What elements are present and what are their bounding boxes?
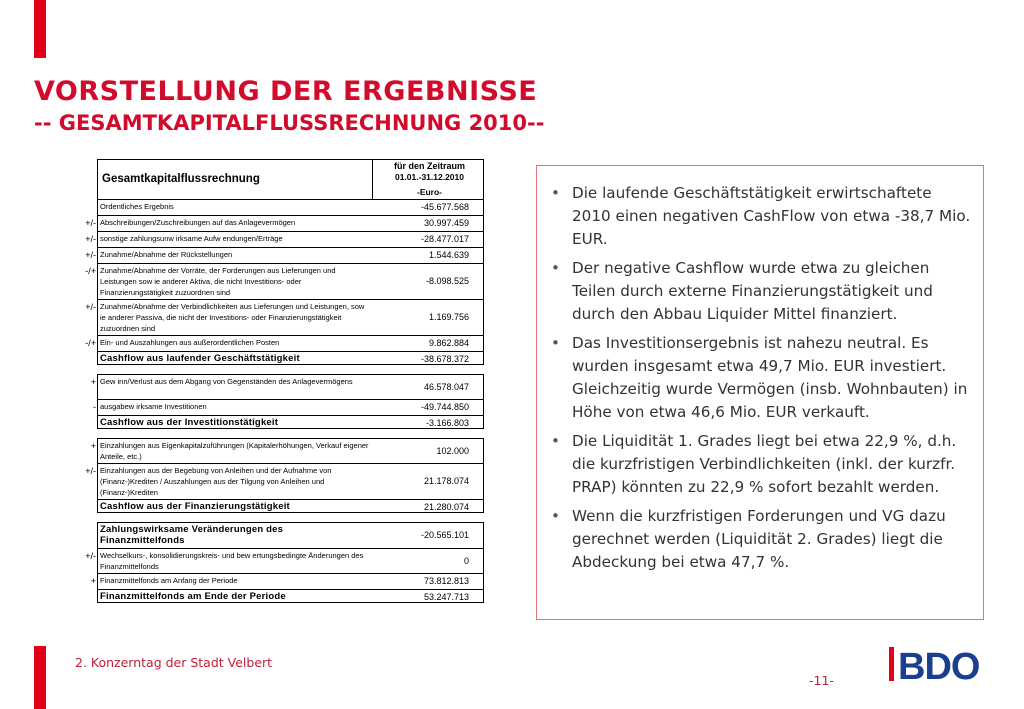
row-sign: + — [90, 377, 96, 387]
row-value: -49.744.850 — [420, 402, 469, 412]
row-value: 1.169.756 — [428, 312, 469, 322]
row-label: ausgabew irksame Investitionen — [100, 402, 207, 411]
table-row — [85, 247, 484, 263]
bullet-icon: • — [551, 432, 560, 450]
row-sign: -/+ — [85, 338, 96, 348]
commentary-item — [551, 430, 971, 499]
period-column-header — [372, 160, 486, 200]
table-total-row — [97, 351, 484, 365]
commentary-text: Das Investitionsergebnis ist nahezu neutral. Es wurden insgesamt etwa 49,7 Mio. EUR investiert. Gleichzeitig wurde Vermögen (insb. Wohnbauten) in Höhe von etwa 46,6 Mio. EUR verkauft. — [572, 334, 968, 421]
row-label: Zunahme/Abnahme der Rückstellungen — [100, 250, 233, 259]
commentary-box — [536, 165, 984, 620]
row-label: Einzahlungen aus Eigenkapitalzuführungen (Kapitalerhöhungen, Verkauf eigener Anteile, etc.) — [100, 441, 369, 461]
table-title: Gesamtkapitalflussrechnung — [102, 173, 260, 185]
row-value: -3.166.803 — [425, 418, 469, 428]
table-body — [80, 199, 484, 603]
table-total-row — [97, 415, 484, 429]
row-label: Zunahme/Abnahme der Vorräte, der Forderungen aus Lieferungen und Leistungen sow ie anderer Aktiva, die nicht Investitions- oder Finanzierungstätigkeit zuzuordnen sind — [100, 266, 336, 297]
table-row — [93, 399, 484, 415]
table-row — [90, 438, 484, 463]
table-row — [85, 335, 484, 351]
row-label: Ein- und Auszahlungen aus außerordentlichen Posten — [100, 338, 280, 347]
section-gap — [80, 513, 484, 522]
footer-event-name: 2. Konzerntag der Stadt Velbert — [75, 655, 273, 670]
row-value: 30.997.459 — [423, 218, 469, 228]
section-gap — [80, 365, 484, 374]
row-value: -28.477.017 — [420, 234, 469, 244]
row-sign: +/- — [85, 302, 96, 312]
row-label: Gew inn/Verlust aus dem Abgang von Gegenständen des Anlagevermögens — [100, 377, 353, 386]
accent-bar-bottom — [34, 646, 46, 709]
row-label: Cashflow aus der Finanzierungstätigkeit — [100, 501, 290, 512]
commentary-text: Der negative Cashflow wurde etwa zu gleichen Teilen durch externe Finanzierungstätigkeit und durch den Abbau Liquider Mittel finanziert. — [572, 259, 933, 323]
slide-subtitle: -- GESAMTKAPITALFLUSSRECHNUNG 2010-- — [34, 111, 545, 135]
row-label: Finanzmittelfonds am Anfang der Periode — [100, 576, 238, 585]
commentary-text: Die Liquidität 1. Grades liegt bei etwa 22,9 %, d.h. die kurzfristigen Verbindlichkeiten (inkl. der kurzfr. PRAP) könnten zu 22,9 % sofort bezahlt werden. — [572, 432, 957, 496]
row-value: 9.862.884 — [428, 338, 469, 348]
row-sign: +/- — [85, 218, 96, 228]
cashflow-table — [80, 159, 484, 603]
commentary-text: Die laufende Geschäftstätigkeit erwirtschaftete 2010 einen negativen CashFlow von etwa -38,7 Mio. EUR. — [572, 184, 971, 248]
bullet-icon: • — [551, 334, 560, 352]
page-number: -11- — [809, 673, 834, 688]
row-value: 21.280.074 — [423, 502, 469, 512]
table-total-row — [97, 522, 484, 548]
currency-unit: -Euro- — [416, 187, 443, 197]
slide-title: VORSTELLUNG DER ERGEBNISSE — [34, 76, 538, 107]
row-value: -38.678.372 — [420, 354, 469, 364]
commentary-text: Wenn die kurzfristigen Forderungen und VG dazu gerechnet werden (Liquidität 2. Grades) liegt die Abdeckung bei etwa 47,7 %. — [572, 507, 946, 571]
row-label: Abschreibungen/Zuschreibungen auf das Anlagevermögen — [100, 218, 296, 227]
row-value: 53.247.713 — [423, 592, 469, 602]
row-label: Einzahlungen aus der Begebung von Anleihen und der Aufnahme von (Finanz-)Krediten / Auszahlungen aus der Tilgung von Anleihen und (Finanz-)Krediten — [100, 466, 332, 497]
table-row — [85, 263, 484, 299]
table-row — [85, 463, 484, 499]
bullet-icon: • — [551, 184, 560, 202]
row-sign: -/+ — [85, 266, 96, 276]
row-label: sonstige zahlungsunw irksame Aufw endungen/Erträge — [100, 234, 283, 243]
row-value: 102.000 — [436, 446, 469, 456]
commentary-item — [551, 332, 971, 424]
bullet-icon: • — [551, 259, 560, 277]
row-label: Cashflow aus der Investitionstätigkeit — [100, 417, 279, 428]
row-label: Wechselkurs-, konsolidierungskreis- und bew ertungsbedingte Änderungen des Finanzmittelfonds — [100, 551, 364, 571]
row-sign: +/- — [85, 250, 96, 260]
row-sign: +/- — [85, 234, 96, 244]
table-total-row — [97, 589, 484, 603]
row-value: -45.677.568 — [420, 202, 469, 212]
accent-bar-top — [34, 0, 46, 58]
table-header — [97, 159, 484, 199]
table-row — [97, 199, 484, 215]
table-row — [90, 374, 484, 399]
table-row — [90, 573, 484, 589]
row-label: Cashflow aus laufender Geschäftstätigkeit — [100, 353, 300, 364]
row-value: 0 — [463, 556, 469, 566]
table-row — [85, 231, 484, 247]
row-value: 73.812.813 — [423, 576, 469, 586]
row-label: Finanzmittelfonds am Ende der Periode — [100, 591, 286, 602]
row-sign: +/- — [85, 466, 96, 476]
row-value: -8.098.525 — [425, 276, 469, 286]
row-sign: + — [90, 441, 96, 451]
row-label: Zunahme/Abnahme der Verbindlichkeiten aus Lieferungen und Leistungen, sow ie anderer Passiva, die nicht der Investitions- oder Finanzierungstätigkeit zuzuordnen sind — [100, 302, 365, 333]
bullet-icon: • — [551, 507, 560, 525]
table-row — [85, 548, 484, 573]
table-row — [85, 215, 484, 231]
bdo-logo — [889, 643, 990, 685]
commentary-item — [551, 182, 971, 251]
commentary-item — [551, 257, 971, 326]
period-dates: 01.01.-31.12.2010 — [394, 172, 464, 182]
row-value: 21.178.074 — [423, 476, 469, 486]
row-sign: + — [90, 576, 96, 586]
row-value: -20.565.101 — [420, 530, 469, 540]
row-sign: +/- — [85, 551, 96, 561]
row-sign: - — [93, 402, 96, 412]
row-value: 46.578.047 — [423, 382, 469, 392]
section-gap — [80, 429, 484, 438]
svg-text:BDO: BDO — [898, 646, 980, 685]
commentary-list — [551, 182, 971, 574]
table-total-row — [97, 499, 484, 513]
row-label: Zahlungswirksame Veränderungen des Finanzmittelfonds — [100, 524, 284, 546]
row-value: 1.544.639 — [428, 250, 469, 260]
commentary-item — [551, 505, 971, 574]
period-label: für den Zeitraum — [393, 161, 465, 171]
table-row — [85, 299, 484, 335]
row-label: Ordentliches Ergebnis — [100, 202, 174, 211]
